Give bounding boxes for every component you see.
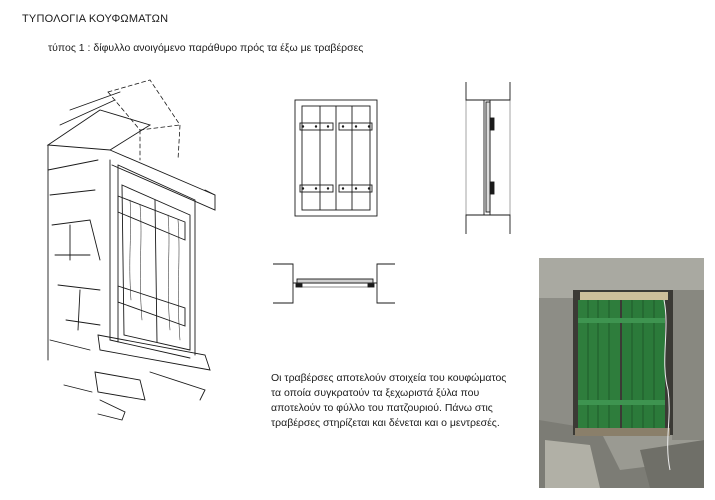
caption-line: αποτελούν το φύλλο του πατζουριού. Πάνω στις — [271, 402, 493, 414]
page-subtitle: τύπος 1 : δίφυλλο ανοιγόμενο παράθυρο πρός τα έξω με τραβέρσες — [48, 42, 364, 54]
vertical-section-drawing — [466, 82, 510, 234]
horizontal-section-drawing — [273, 264, 395, 303]
caption-text — [271, 371, 521, 431]
page-title: ΤΥΠΟΛΟΓΙΑ ΚΟΥΦΩΜΑΤΩΝ — [22, 13, 169, 25]
front-elevation-drawing — [295, 100, 377, 216]
caption-line: τραβέρσες στηρίζεται και δένεται και ο μεντρεσές. — [271, 417, 500, 429]
caption-line: τα οποία συγκρατούν τα ξεχωριστά ξύλα που — [271, 387, 480, 399]
window-photo — [539, 258, 704, 488]
axonometric-sketch — [48, 80, 215, 420]
caption-line: Οι τραβέρσες αποτελούν στοιχεία του κουφώματος — [271, 372, 507, 384]
